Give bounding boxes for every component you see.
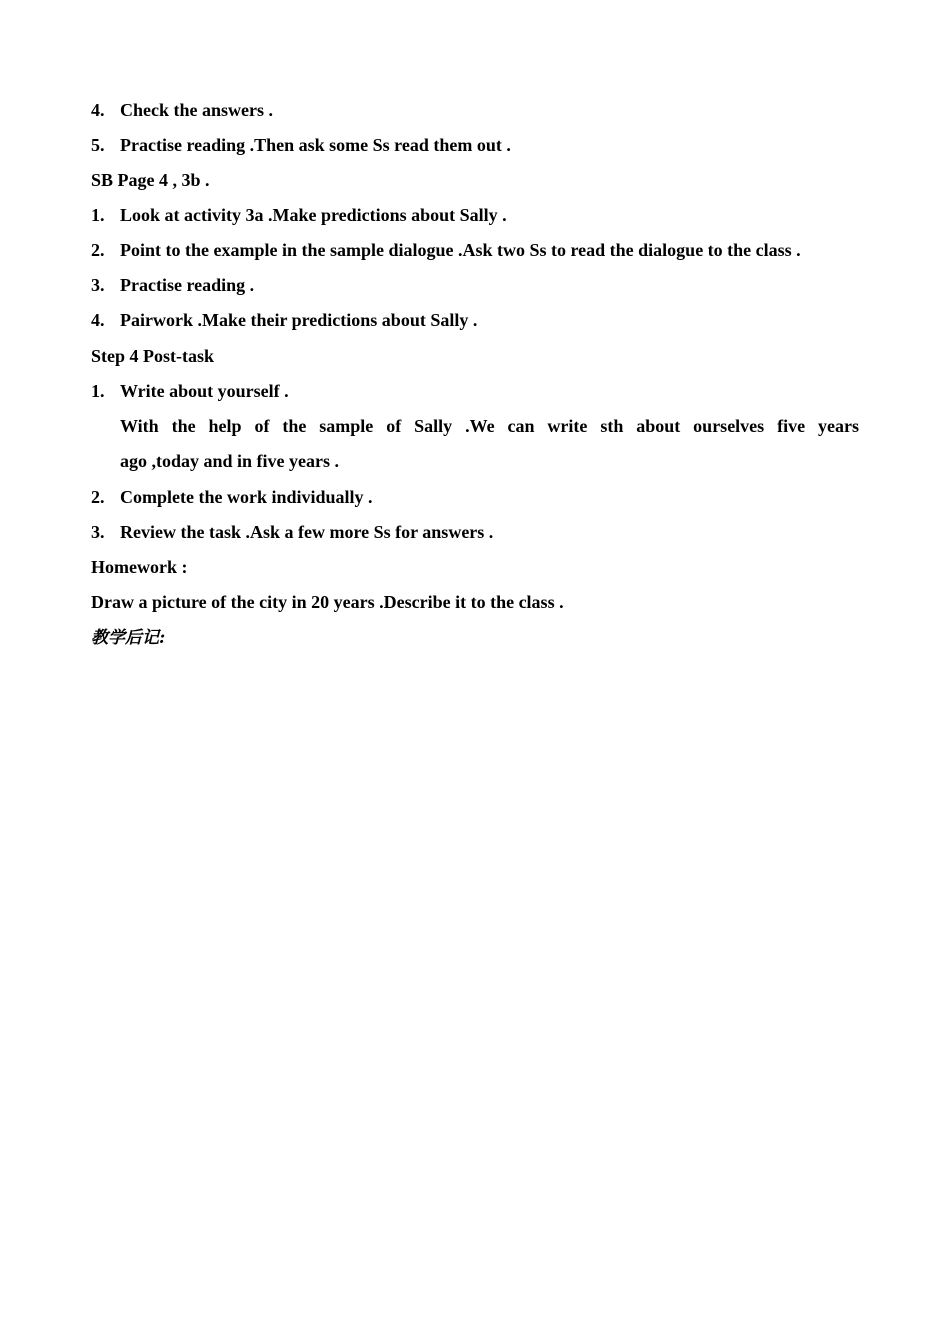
- list-number: 4.: [91, 310, 105, 330]
- section-heading: Step 4 Post-task: [91, 346, 215, 366]
- section-heading: SB Page 4 , 3b .: [91, 170, 210, 190]
- section-heading: Homework :: [91, 557, 188, 577]
- list-item: Review the task .Ask a few more Ss for answers .: [120, 522, 494, 542]
- list-item: Check the answers .: [120, 100, 273, 120]
- list-number: 1.: [91, 205, 105, 225]
- list-number: 5.: [91, 135, 105, 155]
- list-item: Practise reading .Then ask some Ss read them out .: [120, 135, 511, 155]
- paragraph-line: With the help of the sample of Sally .We can write sth about ourselves five years: [120, 416, 859, 436]
- teaching-notes-heading: 教学后记:: [91, 628, 166, 648]
- list-item: Point to the example in the sample dialogue .Ask two Ss to read the dialogue to the class .: [120, 240, 801, 260]
- list-item: Complete the work individually .: [120, 487, 373, 507]
- paragraph-line: Draw a picture of the city in 20 years .Describe it to the class .: [91, 592, 564, 612]
- list-number: 4.: [91, 100, 105, 120]
- list-number: 2.: [91, 240, 105, 260]
- list-number: 2.: [91, 487, 105, 507]
- list-item: Write about yourself .: [120, 381, 289, 401]
- list-item: Practise reading .: [120, 275, 255, 295]
- list-item: Look at activity 3a .Make predictions about Sally .: [120, 205, 507, 225]
- list-item: Pairwork .Make their predictions about Sally .: [120, 310, 478, 330]
- paragraph-line: ago ,today and in five years .: [120, 451, 340, 471]
- list-number: 1.: [91, 381, 105, 401]
- list-number: 3.: [91, 275, 105, 295]
- list-number: 3.: [91, 522, 105, 542]
